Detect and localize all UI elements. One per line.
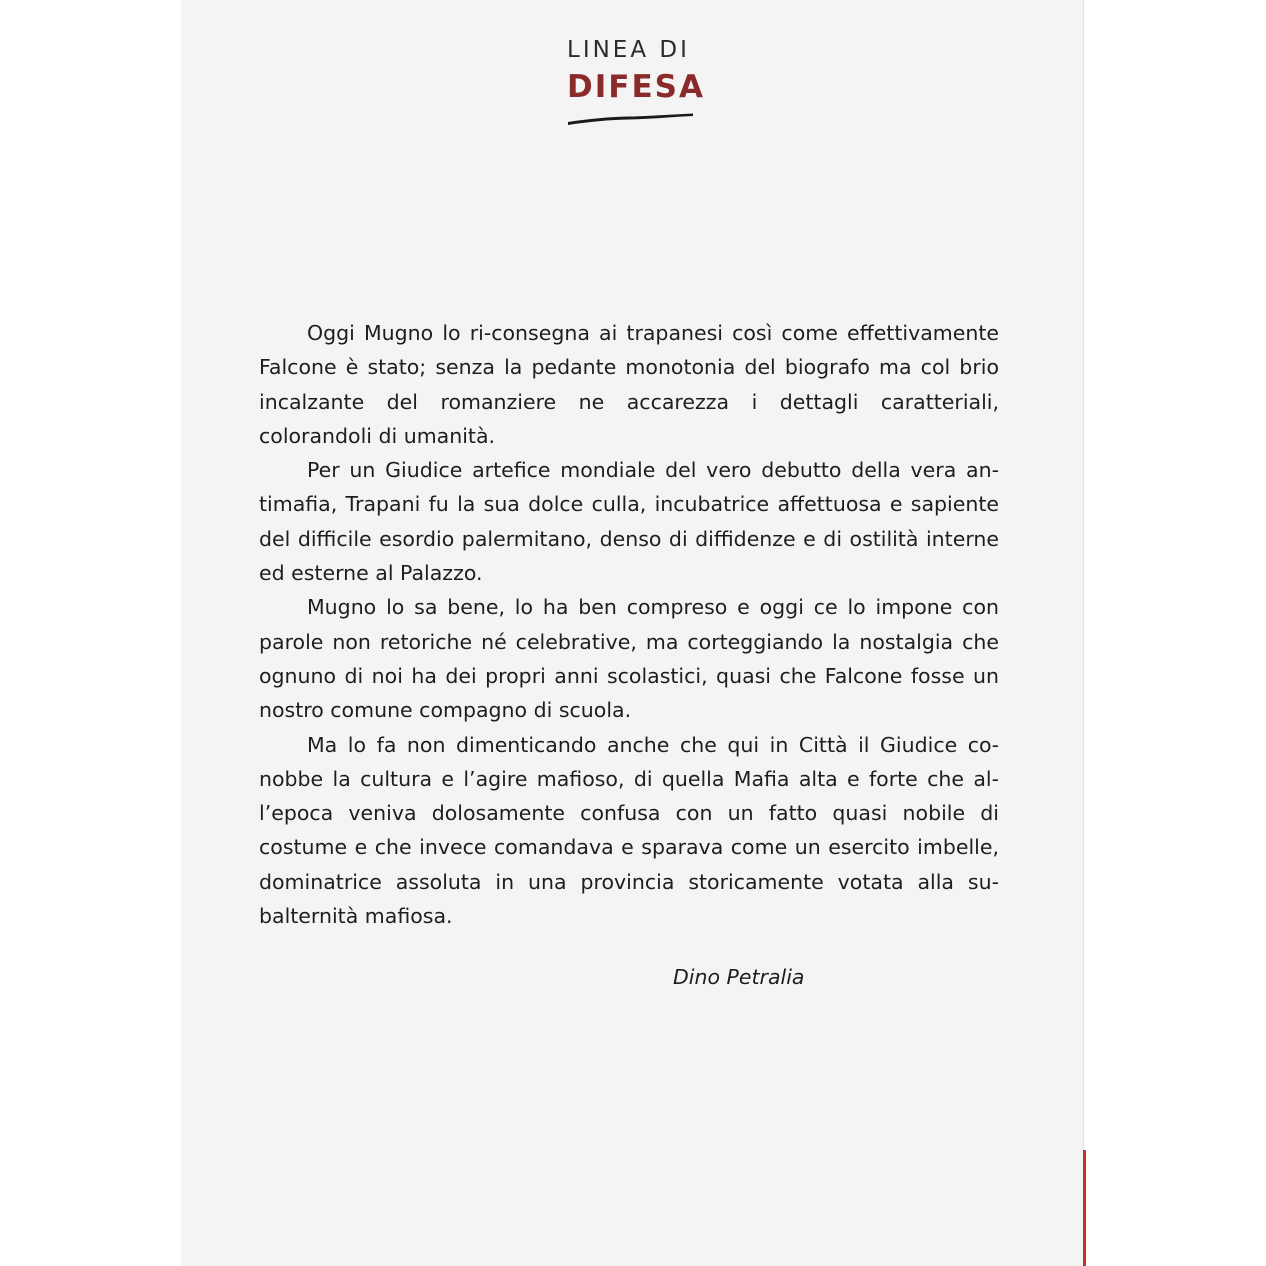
logo-line-1: LINEA DI [567, 37, 690, 63]
logo-line-2: DIFESA [567, 69, 705, 105]
paragraph: Mugno lo sa bene, lo ha ben compreso e oggi ce lo impone con parole non retoriche né celebrative, ma corteggiando la nostalgia che ognuno di noi ha dei propri anni scolastici, quasi che Falcone fosse un nostro comune compagno di scuola. [259, 595, 999, 723]
paragraph: Ma lo fa non dimenticando anche che qui in Città il Giudice conobbe la cultura e l’agire mafioso, di quella Mafia alta e forte che al l’epoca veniva dolosamente confusa con un fatto quasi nobile di costume e che invece comandava e sparava come un esercito imbelle, dominatrice assoluta in una provincia storicamente votata alla subalternità mafiosa. [259, 732, 999, 929]
cover-edge [1083, 1150, 1086, 1266]
author-signature: Dino Petralia [673, 965, 805, 989]
body-text [259, 316, 999, 933]
paragraph: Oggi Mugno lo ri-consegna ai trapanesi così come effettivamente Falcone è stato; senza la pedante monotonia del biografo ma col brio incalzante del romanziere ne accarezza i dettagli caratteriali, colorandoli di umanità. [259, 321, 999, 448]
paragraph: Per un Giudice artefice mondiale del vero debutto della vera antimafia, Trapani fu la sua dolce culla, incubatrice affettuosa e sapiente del difficile esordio palermitano, denso di diffidenze e di ostilità interne ed esterne al Palazzo. [259, 458, 999, 586]
brush-stroke-icon [567, 112, 697, 126]
series-logo [567, 33, 707, 138]
